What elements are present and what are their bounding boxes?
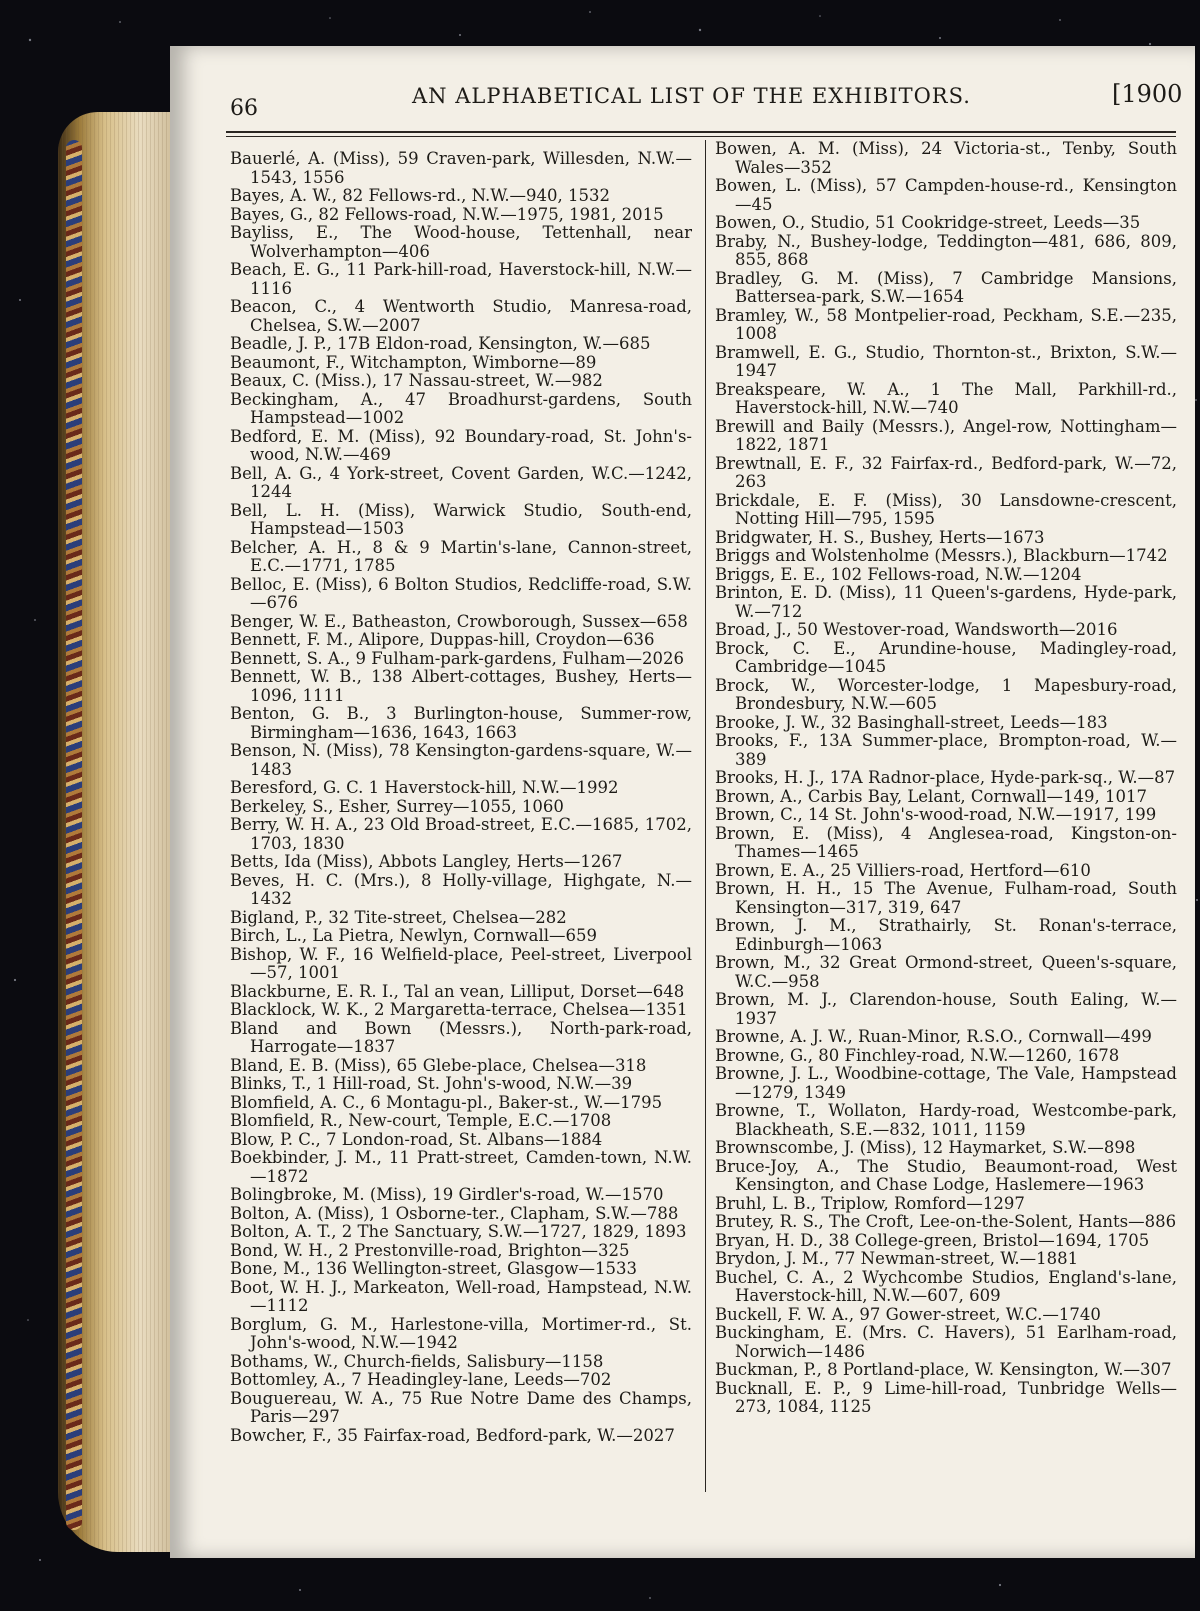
exhibitor-entry: Buckman, P., 8 Portland-place, W. Kensington, W.—307 bbox=[715, 1360, 1172, 1379]
header-rule-thin bbox=[226, 136, 1176, 137]
exhibitor-entry: Bruce-Joy, A., The Studio, Beaumont-road, West Kensington, and Chase Lodge, Haslemere—1963 bbox=[715, 1156, 1177, 1194]
exhibitor-entry: Bayliss, E., The Wood-house, Tettenhall, near Wolverhampton—406 bbox=[230, 223, 692, 261]
exhibitor-entry: Brown, M. J., Clarendon-house, South Ealing, W.—1937 bbox=[715, 990, 1177, 1028]
exhibitor-entry: Bouguereau, W. A., 75 Rue Notre Dame des Champs, Paris—297 bbox=[230, 1388, 692, 1426]
exhibitor-entry: Blomfield, A. C., 6 Montagu-pl., Baker-st., W.—1795 bbox=[230, 1092, 663, 1112]
exhibitor-entry: Blacklock, W. K., 2 Margaretta-terrace, Chelsea—1351 bbox=[230, 1000, 688, 1019]
year-label: [1900 bbox=[1112, 80, 1183, 108]
exhibitor-entry: Brock, W., Worcester-lodge, 1 Mapesbury-road, Brondesbury, N.W.—605 bbox=[715, 675, 1177, 713]
exhibitor-entry: Bradley, G. M. (Miss), 7 Cambridge Mansions, Battersea-park, S.W.—1654 bbox=[715, 268, 1177, 306]
exhibitor-entry: Buchel, C. A., 2 Wychcombe Studios, England's-lane, Haverstock-hill, N.W.—607, 609 bbox=[715, 1267, 1177, 1305]
exhibitor-entry: Benson, N. (Miss), 78 Kensington-gardens-square, W.—1483 bbox=[230, 741, 692, 779]
exhibitor-entry: Beacon, C., 4 Wentworth Studio, Manresa-road, Chelsea, S.W.—2007 bbox=[230, 297, 692, 335]
exhibitor-entry: Beaumont, F., Witchampton, Wimborne—89 bbox=[230, 352, 597, 372]
exhibitor-entry: Beadle, J. P., 17B Eldon-road, Kensington, W.—685 bbox=[230, 334, 651, 353]
exhibitor-entry: Bedford, E. M. (Miss), 92 Boundary-road, St. John's-wood, N.W.—469 bbox=[230, 426, 692, 464]
exhibitor-entry: Briggs, E. E., 102 Fellows-road, N.W.—1204 bbox=[715, 564, 1082, 584]
exhibitor-entry: Bryan, H. D., 38 College-green, Bristol—1694, 1705 bbox=[715, 1230, 1150, 1250]
exhibitor-entry: Bucknall, E. P., 9 Lime-hill-road, Tunbridge Wells—273, 1084, 1125 bbox=[715, 1378, 1177, 1416]
exhibitor-entry: Bone, M., 136 Wellington-street, Glasgow—1533 bbox=[230, 1259, 637, 1278]
exhibitor-entry: Buckell, F. W. A., 97 Gower-street, W.C.—1740 bbox=[715, 1304, 1101, 1324]
exhibitor-entry: Bennett, W. B., 138 Albert-cottages, Bushey, Herts—1096, 1111 bbox=[230, 667, 692, 705]
exhibitor-entry: Briggs and Wolstenholme (Messrs.), Blackburn—1742 bbox=[715, 546, 1168, 565]
exhibitor-entry: Bothams, W., Church-fields, Salisbury—1158 bbox=[230, 1351, 604, 1371]
left-column bbox=[230, 150, 692, 1445]
exhibitor-entry: Blinks, T., 1 Hill-road, St. John's-wood, N.W.—39 bbox=[230, 1074, 633, 1093]
exhibitor-entry: Bottomley, A., 7 Headingley-lane, Leeds—702 bbox=[230, 1370, 612, 1389]
exhibitor-entry: Brown, H. H., 15 The Avenue, Fulham-road, South Kensington—317, 319, 647 bbox=[715, 879, 1177, 917]
exhibitor-entry: Brown, C., 14 St. John's-wood-road, N.W.—1917, 199 bbox=[715, 805, 1157, 824]
right-column bbox=[715, 140, 1177, 1417]
exhibitor-entry: Brooks, H. J., 17A Radnor-place, Hyde-park-sq., W.—87 bbox=[715, 768, 1176, 787]
exhibitor-entry: Bland and Bown (Messrs.), North-park-road, Harrogate—1837 bbox=[230, 1018, 692, 1056]
exhibitor-entry: Bolton, A. (Miss), 1 Osborne-ter., Clapham, S.W.—788 bbox=[230, 1203, 679, 1223]
exhibitor-entry: Blow, P. C., 7 London-road, St. Albans—1884 bbox=[230, 1129, 603, 1149]
exhibitor-entry: Bland, E. B. (Miss), 65 Glebe-place, Chelsea—318 bbox=[230, 1055, 647, 1075]
exhibitor-entry: Belloc, E. (Miss), 6 Bolton Studios, Redcliffe-road, S.W.—676 bbox=[230, 574, 692, 612]
exhibitor-entry: Bell, A. G., 4 York-street, Covent Garden, W.C.—1242, 1244 bbox=[230, 463, 692, 501]
exhibitor-entry: Benton, G. B., 3 Burlington-house, Summer-row, Birmingham—1636, 1643, 1663 bbox=[230, 704, 692, 742]
exhibitor-entry: Bennett, S. A., 9 Fulham-park-gardens, Fulham—2026 bbox=[230, 648, 685, 668]
exhibitor-entry: Brooke, J. W., 32 Basinghall-street, Leeds—183 bbox=[715, 712, 1108, 732]
exhibitor-entry: Benger, W. E., Batheaston, Crowborough, Sussex—658 bbox=[230, 611, 688, 631]
exhibitor-entry: Betts, Ida (Miss), Abbots Langley, Herts—1267 bbox=[230, 852, 623, 871]
exhibitor-entry: Bigland, P., 32 Tite-street, Chelsea—282 bbox=[230, 907, 567, 927]
exhibitor-entry: Brinton, E. D. (Miss), 11 Queen's-gardens, Hyde-park, W.—712 bbox=[715, 583, 1177, 621]
exhibitor-entry: Berry, W. H. A., 23 Old Broad-street, E.C.—1685, 1702, 1703, 1830 bbox=[230, 815, 692, 853]
exhibitor-entry: Bowcher, F., 35 Fairfax-road, Bedford-park, W.—2027 bbox=[230, 1425, 675, 1445]
exhibitor-entry: Brown, E. A., 25 Villiers-road, Hertford—610 bbox=[715, 860, 1091, 880]
exhibitor-entry: Brutey, R. S., The Croft, Lee-on-the-Solent, Hants—886 bbox=[715, 1212, 1177, 1231]
exhibitor-entry: Brewtnall, E. F., 32 Fairfax-rd., Bedford-park, W.—72, 263 bbox=[715, 453, 1177, 491]
exhibitor-entry: Browne, A. J. W., Ruan-Minor, R.S.O., Cornwall—499 bbox=[715, 1027, 1152, 1046]
exhibitor-entry: Brownscombe, J. (Miss), 12 Haymarket, S.W.—898 bbox=[715, 1138, 1136, 1157]
exhibitor-entry: Brown, J. M., Strathairly, St. Ronan's-terrace, Edinburgh—1063 bbox=[715, 916, 1177, 954]
exhibitor-entry: Borglum, G. M., Harlestone-villa, Mortimer-rd., St. John's-wood, N.W.—1942 bbox=[230, 1314, 692, 1352]
exhibitor-entry: Breakspeare, W. A., 1 The Mall, Parkhill-rd., Haverstock-hill, N.W.—740 bbox=[715, 379, 1177, 417]
exhibitor-entry: Browne, T., Wollaton, Hardy-road, Westcombe-park, Blackheath, S.E.—832, 1011, 1159 bbox=[715, 1101, 1177, 1139]
exhibitor-entry: Boot, W. H. J., Markeaton, Well-road, Hampstead, N.W.—1112 bbox=[230, 1277, 692, 1315]
exhibitor-entry: Bramley, W., 58 Montpelier-road, Peckham, S.E.—235, 1008 bbox=[715, 305, 1177, 343]
running-title: AN ALPHABETICAL LIST OF THE EXHIBITORS. bbox=[412, 84, 971, 108]
exhibitor-entry: Bell, L. H. (Miss), Warwick Studio, South-end, Hampstead—1503 bbox=[230, 500, 692, 538]
exhibitor-entry: Beresford, G. C. 1 Haverstock-hill, N.W.—1992 bbox=[230, 778, 619, 797]
exhibitor-entry: Bramwell, E. G., Studio, Thornton-st., Brixton, S.W.—1947 bbox=[715, 342, 1177, 380]
exhibitor-entry: Brewill and Baily (Messrs.), Angel-row, Nottingham—1822, 1871 bbox=[715, 416, 1177, 454]
exhibitor-entry: Blackburne, E. R. I., Tal an vean, Lilliput, Dorset—648 bbox=[230, 981, 685, 1001]
column-divider bbox=[705, 140, 706, 1492]
exhibitor-entry: Bruhl, L. B., Triplow, Romford—1297 bbox=[715, 1193, 1025, 1213]
exhibitor-entry: Bennett, F. M., Alipore, Duppas-hill, Croydon—636 bbox=[230, 630, 655, 649]
marbled-endpaper bbox=[66, 140, 82, 1530]
exhibitor-entry: Brock, C. E., Arundine-house, Madingley-road, Cambridge—1045 bbox=[715, 638, 1177, 676]
exhibitor-entry: Belcher, A. H., 8 & 9 Martin's-lane, Cannon-street, E.C.—1771, 1785 bbox=[230, 537, 692, 575]
exhibitor-entry: Blomfield, R., New-court, Temple, E.C.—1708 bbox=[230, 1111, 612, 1130]
exhibitor-entry: Bolton, A. T., 2 The Sanctuary, S.W.—1727, 1829, 1893 bbox=[230, 1222, 687, 1241]
exhibitor-entry: Bayes, A. W., 82 Fellows-rd., N.W.—940, 1532 bbox=[230, 186, 611, 205]
exhibitor-entry: Brydon, J. M., 77 Newman-street, W.—1881 bbox=[715, 1249, 1079, 1268]
exhibitor-entry: Broad, J., 50 Westover-road, Wandsworth—2016 bbox=[715, 620, 1118, 639]
exhibitor-entry: Brown, E. (Miss), 4 Anglesea-road, Kingston-on-Thames—1465 bbox=[715, 823, 1177, 861]
exhibitor-entry: Birch, L., La Pietra, Newlyn, Cornwall—659 bbox=[230, 926, 597, 945]
header-rule-thick bbox=[226, 131, 1176, 133]
exhibitor-entry: Bond, W. H., 2 Prestonville-road, Brighton—325 bbox=[230, 1240, 630, 1260]
exhibitor-entry: Bayes, G., 82 Fellows-road, N.W.—1975, 1981, 2015 bbox=[230, 204, 664, 224]
exhibitor-entry: Brickdale, E. F. (Miss), 30 Lansdowne-crescent, Notting Hill—795, 1595 bbox=[715, 490, 1177, 528]
exhibitor-entry: Buckingham, E. (Mrs. C. Havers), 51 Earlham-road, Norwich—1486 bbox=[715, 1323, 1177, 1361]
exhibitor-entry: Braby, N., Bushey-lodge, Teddington—481, 686, 809, 855, 868 bbox=[715, 231, 1177, 269]
exhibitor-entry: Brown, M., 32 Great Ormond-street, Queen's-square, W.C.—958 bbox=[715, 953, 1177, 991]
exhibitor-entry: Beach, E. G., 11 Park-hill-road, Haverstock-hill, N.W.—1116 bbox=[230, 260, 692, 298]
exhibitor-entry: Browne, G., 80 Finchley-road, N.W.—1260, 1678 bbox=[715, 1045, 1120, 1065]
exhibitor-entry: Beaux, C. (Miss.), 17 Nassau-street, W.—982 bbox=[230, 371, 603, 390]
exhibitor-entry: Bowen, A. M. (Miss), 24 Victoria-st., Tenby, South Wales—352 bbox=[715, 139, 1177, 177]
exhibitor-entry: Brooks, F., 13A Summer-place, Brompton-road, W.—389 bbox=[715, 731, 1177, 769]
page-header bbox=[0, 0, 1200, 140]
exhibitor-entry: Browne, J. L., Woodbine-cottage, The Vale, Hampstead—1279, 1349 bbox=[715, 1064, 1177, 1102]
exhibitor-entry: Berkeley, S., Esher, Surrey—1055, 1060 bbox=[230, 796, 564, 816]
exhibitor-entry: Bridgwater, H. S., Bushey, Herts—1673 bbox=[715, 527, 1045, 547]
exhibitor-entry: Beves, H. C. (Mrs.), 8 Holly-village, Highgate, N.—1432 bbox=[230, 870, 692, 908]
exhibitor-entry: Boekbinder, J. M., 11 Pratt-street, Camden-town, N.W.—1872 bbox=[230, 1148, 692, 1186]
exhibitor-entry: Beckingham, A., 47 Broadhurst-gardens, South Hampstead—1002 bbox=[230, 389, 692, 427]
exhibitor-entry: Brown, A., Carbis Bay, Lelant, Cornwall—149, 1017 bbox=[715, 786, 1147, 806]
exhibitor-entry: Bishop, W. F., 16 Welfield-place, Peel-street, Liverpool—57, 1001 bbox=[230, 944, 692, 982]
exhibitor-entry: Bowen, L. (Miss), 57 Campden-house-rd., Kensington—45 bbox=[715, 176, 1177, 214]
exhibitor-entry: Bauerlé, A. (Miss), 59 Craven-park, Willesden, N.W.—1543, 1556 bbox=[230, 149, 692, 187]
exhibitor-entry: Bowen, O., Studio, 51 Cookridge-street, Leeds—35 bbox=[715, 213, 1141, 232]
exhibitor-entry: Bolingbroke, M. (Miss), 19 Girdler's-road, W.—1570 bbox=[230, 1185, 664, 1204]
page-number: 66 bbox=[230, 96, 258, 121]
